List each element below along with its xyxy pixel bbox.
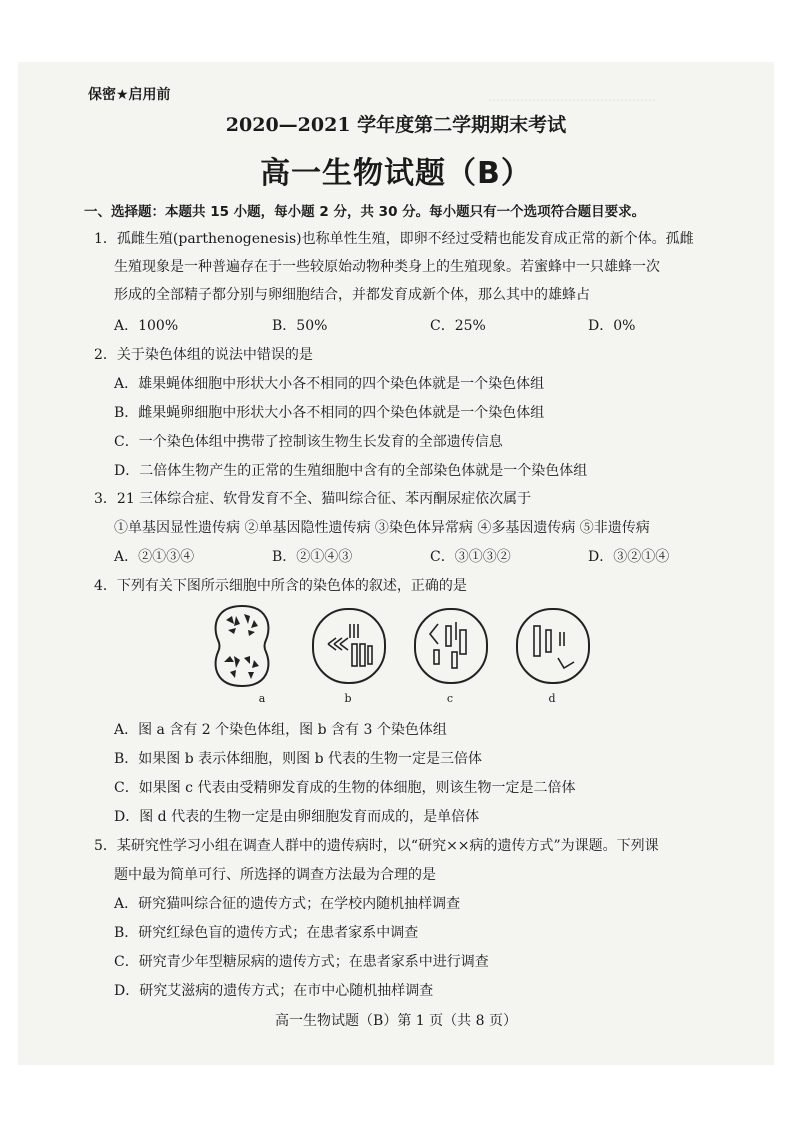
q3-option-b: B．②①④③ [272, 549, 353, 565]
q3-stem: 3．21 三体综合症、软骨发育不全、猫叫综合征、苯丙酮尿症依次属于 [94, 491, 532, 507]
q1-line-3: 形成的全部精子都分别与卵细胞结合，并都发育成新个体，那么其中的雄蜂占 [114, 287, 590, 303]
cell-c-diagram [414, 608, 488, 684]
q2-option-b: B．雌果蝇卵细胞中形状大小各不相同的四个染色体就是一个染色体组 [114, 405, 545, 421]
page-content [18, 62, 774, 1065]
q5-option-a: A．研究猫叫综合征的遗传方式；在学校内随机抽样调查 [114, 896, 461, 912]
q1-line-1: 1．孤雌生殖(parthenogenesis)也称单性生殖，即卵不经过受精也能发育成正常的新个体。孤雌 [94, 231, 694, 247]
exam-page [18, 62, 774, 1065]
q4-option-c: C．如果图 c 代表由受精卵发育成的生物的体细胞，则该生物一定是二倍体 [114, 780, 576, 796]
cell-d-label: d [548, 692, 556, 705]
q4-option-b: B．如果图 b 表示体细胞，则图 b 代表的生物一定是三倍体 [114, 751, 483, 767]
q1-option-b: B．50% [272, 318, 328, 334]
q5-option-b: B．研究红绿色盲的遗传方式；在患者家系中调查 [114, 925, 419, 941]
q5-option-c: C．研究青少年型糖尿病的遗传方式；在患者家系中进行调查 [114, 954, 489, 970]
q3-option-c: C．③①③② [430, 549, 511, 565]
q4-option-a: A．图 a 含有 2 个染色体组，图 b 含有 3 个染色体组 [114, 722, 447, 738]
cell-a-diagram [210, 602, 274, 690]
q2-option-c: C．一个染色体组中携带了控制该生物生长发育的全部遗传信息 [114, 434, 503, 450]
q3-option-a: A．②①③④ [114, 549, 195, 565]
q5-line-2: 题中最为简单可行、所选择的调查方法最为合理的是 [114, 867, 436, 883]
confidential-label: 保密★启用前 [88, 87, 171, 103]
q2-option-d: D．二倍体生物产生的正常的生殖细胞中含有的全部染色体就是一个染色体组 [114, 463, 588, 479]
q3-disease-types: ①单基因显性遗传病 ②单基因隐性遗传病 ③染色体异常病 ④多基因遗传病 ⑤非遗传病 [114, 520, 650, 536]
cell-c-label: c [446, 692, 454, 705]
q4-stem: 4．下列有关下图所示细胞中所含的染色体的叙述，正确的是 [94, 578, 467, 594]
q1-option-c: C．25% [430, 318, 486, 334]
q4-option-d: D．图 d 代表的生物一定是由卵细胞发育而成的，是单倍体 [114, 809, 480, 825]
cell-b-label: b [344, 692, 352, 705]
cell-b-diagram [312, 608, 386, 684]
section-heading: 一、选择题：本题共 15 小题，每小题 2 分，共 30 分。每小题只有一个选项符合题目要求。 [84, 204, 646, 220]
cell-a-label: a [258, 692, 266, 705]
bleed-through: …………………………………… [488, 90, 656, 104]
page-title: 高一生物试题（B） [260, 156, 532, 191]
q5-option-d: D．研究艾滋病的遗传方式；在市中心随机抽样调查 [114, 983, 434, 999]
q5-line-1: 5．某研究性学习小组在调查人群中的遗传病时，以“研究××病的遗传方式”为课题。下列课 [94, 838, 659, 854]
cell-d-diagram [516, 608, 590, 684]
q1-option-d: D．0% [588, 318, 636, 334]
exam-name: 2020—2021 学年度第二学期期末考试 [225, 114, 567, 136]
q1-line-2: 生殖现象是一种普遍存在于一些较原始动物种类身上的生殖现象。若蜜蜂中一只雄蜂一次 [114, 259, 660, 275]
page-footer: 高一生物试题（B）第 1 页（共 8 页） [275, 1013, 517, 1029]
q2-stem: 2．关于染色体组的说法中错误的是 [94, 347, 313, 363]
q2-option-a: A．雄果蝇体细胞中形状大小各不相同的四个染色体就是一个染色体组 [114, 376, 545, 392]
q1-option-a: A．100% [114, 318, 179, 334]
q3-option-d: D．③②①④ [588, 549, 670, 565]
